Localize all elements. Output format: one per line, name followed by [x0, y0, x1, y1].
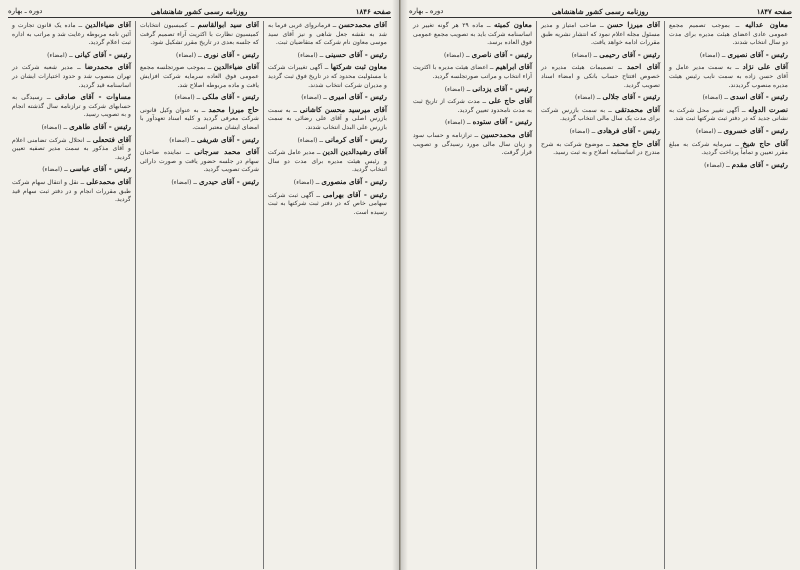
notice-body: فرمانروای غربی فرما به شد به نقشه جعل شاهی و نیز آقای سید موسی معاون نام شرکت که متقاضیان ثبت.	[268, 22, 387, 47]
notice-body: (امضاء)	[699, 51, 720, 59]
notice-body: به سمت مدیر عامل و آقای حسن زاده به سمت نایب رئیس هیئت مدیره منصوب گردیدند.	[669, 64, 788, 89]
left-page-number: صفحه ۱۸۴۶	[355, 6, 391, 16]
right-page-columns	[409, 21, 792, 569]
notice-entry: رئیس - آقای فرهادی ــ (امضاء)	[569, 125, 660, 135]
left-page-header	[8, 6, 391, 18]
notice-name: معاون ثبت شرکتها	[330, 62, 387, 72]
notice-entry: آقای ضیاءالدین ــ ماده یک قانون تجارت و آئین نامه مربوطه رعایت شد و مراتب به اداره ثبت اعلام گردید.	[12, 21, 131, 47]
right-page-title: روزنامه رسمی کشور شاهنشاهی	[551, 6, 649, 16]
right-page	[400, 0, 800, 570]
notice-body: (امضاء)	[569, 127, 590, 135]
left-page-columns	[8, 21, 391, 569]
notice-body: (امضاء)	[41, 123, 62, 131]
notice-body: انحلال شرکت تضامنی اعلام و آقای مذکور به سمت مدیر تصفیه تعیین گردید.	[12, 136, 131, 161]
notice-body: (امضاء)	[171, 178, 192, 186]
notice-entry: رئیس - آقای اسدی ــ (امضاء)	[702, 92, 788, 102]
notice-body: (امضاء)	[176, 51, 197, 59]
notice-body: (امضاء)	[47, 51, 68, 59]
notice-name: رئیس - آقای بهرامی	[322, 189, 387, 199]
left-column-3	[8, 21, 136, 569]
notice-entry: رئیس - آقای مقدم ــ (امضاء)	[704, 159, 788, 169]
notice-entry: معاون ثبت شرکتها ــ آگهی تغییرات شرکت با مسئولیت محدود که در تاریخ فوق ثبت گردید و مدیران شرکت انتخاب شدند.	[268, 62, 387, 89]
notice-name: آقای حاج محمد	[612, 138, 661, 148]
notice-body: ماده یک قانون تجارت و آئین نامه مربوطه رعایت شد و مراتب به اداره ثبت اعلام گردید.	[12, 22, 131, 47]
notice-name: رئیس - آقای ملکی	[202, 92, 259, 102]
notice-body: به سمت بازرس اصلی و آقای علی رضائی به سمت بازرس علی البدل انتخاب شدند.	[268, 106, 387, 131]
notice-entry: آقای ضیاءالدین ــ بموجب صورتجلسه مجمع عمومی فوق العاده سرمایه شرکت افزایش یافت و ماده مربوطه اصلاح شد.	[140, 62, 259, 89]
notice-name: رئیس - آقای طاهری	[69, 121, 131, 131]
notice-body: تصمیمات هیئت مدیره در خصوص افتتاح حساب بانکی و امضاء اسناد تصویب گردید.	[541, 64, 660, 89]
notice-entry: آقای سید ابوالقاسم ــ کمیسیون انتخابات کمیسیون نظارت با اکثریت آراء تصمیم گرفت که جلسه بعدی در تاریخ مقرر تشکیل شود.	[140, 21, 260, 47]
notice-name: آقای میرسید محسن کاشانی	[299, 104, 387, 114]
notice-entry: آقای محمد سرجانی ــ نماینده صاحبان سهام در جلسه حضور یافت و صورت دارائی شرکت تصویب گردید.	[140, 147, 259, 174]
notice-name: مساوات - آقای صادقی	[54, 92, 131, 102]
notice-name: آقای علی نژاد	[742, 62, 789, 72]
notice-entry: رئیس - آقای شریفی ــ (امضاء)	[169, 134, 259, 144]
notice-name: رئیس - آقای رحیمی	[599, 49, 660, 59]
notice-entry: معاون عدالیه ــ بموجب تصمیم مجمع عمومی عادی اعضای هیئت مدیره برای مدت دو سال انتخاب شدند.	[669, 21, 789, 47]
notice-name: رئیس - آقای امیری	[328, 92, 387, 102]
notice-name: رئیس - آقای منصوری	[321, 176, 387, 186]
notice-name: آقای محمد سرجانی	[194, 147, 259, 157]
notice-name: رئیس - آقای شریفی	[196, 134, 259, 144]
notice-entry: آقای محمدتقی ــ به سمت بازرس شرکت برای مدت یک سال مالی انتخاب گردید.	[541, 104, 661, 123]
notice-entry: رئیس - آقای حسینی ــ (امضاء)	[297, 49, 387, 59]
notice-name: رئیس - آقای ناصری	[471, 49, 532, 59]
notice-body: به عنوان وکیل قانونی شرکت معرفی گردید و کلیه اسناد تعهدآور با امضای ایشان معتبر است.	[140, 106, 259, 131]
notice-body: بموجب تصمیم مجمع عمومی عادی اعضای هیئت مدیره برای مدت دو سال انتخاب شدند.	[669, 22, 788, 47]
notice-body: (امضاء)	[297, 136, 318, 144]
notice-entry: رئیس - آقای نوری ــ (امضاء)	[176, 49, 259, 59]
notice-name: آقای احمد	[626, 62, 660, 72]
notice-entry: رئیس - آقای جلالی ــ (امضاء)	[574, 92, 660, 102]
notice-name: آقای محمدرضا	[84, 62, 131, 72]
notice-name: آقای میرزا حسن	[607, 21, 660, 29]
notice-body: مدیر شعبه شرکت در تهران منصوب شد و حدود اختیارات ایشان در اساسنامه قید گردید.	[12, 64, 131, 89]
notice-body: آگهی تغییر محل شرکت به نشانی جدید که در دفتر ثبت شرکتها ثبت شد.	[669, 106, 788, 123]
notice-name: آقای محمدعلی	[86, 176, 132, 186]
notice-name: نصرت الدوله	[748, 104, 788, 114]
notice-body: (امضاء)	[571, 51, 592, 59]
right-column-3	[409, 21, 537, 569]
notice-body: موضوع شرکت به شرح مندرج در اساسنامه اصلاح و به ثبت رسید.	[541, 140, 660, 157]
notice-name: آقای ضیاءالدین	[213, 62, 259, 72]
notice-body: آگهی تغییرات شرکت با مسئولیت محدود که در تاریخ فوق ثبت گردید و مدیران شرکت انتخاب شدند.	[268, 64, 387, 89]
notice-entry: آقای علی نژاد ــ به سمت مدیر عامل و آقای حسن زاده به سمت نایب رئیس هیئت مدیره منصوب گردیدند.	[669, 62, 789, 89]
notice-body: (امضاء)	[702, 94, 723, 102]
notice-entry: رئیس - آقای امیری ــ (امضاء)	[301, 92, 387, 102]
notice-body: نماینده صاحبان سهام در جلسه حضور یافت و صورت دارائی شرکت تصویب گردید.	[140, 149, 259, 174]
notice-entry: رئیس - آقای طاهری ــ (امضاء)	[41, 121, 131, 131]
notice-name: آقای سید ابوالقاسم	[197, 21, 260, 29]
notice-entry: رئیس - آقای رحیمی ــ (امضاء)	[571, 49, 660, 59]
notice-name: رئیس - آقای نصیری	[727, 49, 788, 59]
notice-body: (امضاء)	[443, 51, 464, 59]
notice-name: رئیس - آقای حسینی	[325, 49, 387, 59]
notice-name: آقای فتحعلی	[92, 134, 131, 144]
notice-name: آقای ضیاءالدین	[85, 21, 131, 29]
notice-name: آقای رشیدالدین الدین	[322, 147, 387, 157]
notice-entry: آقای محمدعلی ــ نقل و انتقال سهام شرکت طبق مقررات انجام و در دفتر ثبت سهام قید گردید.	[12, 176, 132, 204]
notice-body: کمیسیون انتخابات کمیسیون نظارت با اکثریت آراء تصمیم گرفت که جلسه بعدی در تاریخ مقرر تشکیل شود.	[140, 22, 259, 47]
notice-body: (امضاء)	[174, 94, 195, 102]
notice-entry: آقای محمدحسین ــ ترازنامه و حساب سود و زیان سال مالی مورد رسیدگی و تصویب قرار گرفت.	[413, 129, 532, 157]
left-page-date: دوره ـ بهاره	[8, 6, 43, 15]
notice-name: آقای ابراهیم	[495, 62, 532, 72]
notice-name: رئیس - آقای کرمانی	[325, 134, 387, 144]
notice-name: آقای حاج علی	[488, 96, 532, 106]
notice-entry: رئیس - آقای کرمانی ــ (امضاء)	[297, 134, 387, 144]
notice-entry: آقای ابراهیم ــ اعضای هیئت مدیره با اکثریت آراء انتخاب و مراتب صورتجلسه گردید.	[413, 62, 532, 80]
notice-entry: رئیس - آقای ستوده ــ (امضاء)	[444, 117, 532, 127]
left-column-1	[264, 21, 391, 569]
notice-name: رئیس - آقای ستوده	[472, 117, 532, 127]
notice-entry: رئیس - آقای نصیری ــ (امضاء)	[699, 49, 788, 59]
notice-entry: حاج میرزا محمد ــ به عنوان وکیل قانونی شرکت معرفی گردید و کلیه اسناد تعهدآور با امضای ایشان معتبر است.	[140, 104, 260, 131]
notice-entry: آقای میرزا حسن ــ صاحب امتیاز و مدیر مسئول مجله اعلام نمود که انتشار نشریه طبق مقررات ادامه خواهد یافت.	[541, 21, 660, 47]
notice-name: رئیس - آقای یزدانی	[472, 83, 532, 93]
notice-body: ترازنامه و حساب سود و زیان سال مالی مورد رسیدگی و تصویب قرار گرفت.	[413, 131, 532, 157]
notice-entry: رئیس - آقای یزدانی ــ (امضاء)	[444, 83, 532, 93]
notice-body: (امضاء)	[301, 94, 322, 102]
notice-name: معاون کمیته	[494, 21, 532, 29]
notice-entry: رئیس - آقای ملکی ــ (امضاء)	[174, 92, 259, 102]
left-column-2	[136, 21, 264, 569]
notice-entry: آقای حاج علی ــ مدت شرکت از تاریخ ثبت به مدت نامحدود تعیین گردید.	[413, 96, 532, 114]
right-column-1	[665, 21, 792, 569]
notice-name: رئیس - آقای حیدری	[198, 176, 259, 186]
notice-name: حاج میرزا محمد	[208, 104, 260, 114]
notice-body: مدیر عامل شرکت و رئیس هیئت مدیره برای مدت دو سال انتخاب گردید.	[268, 149, 387, 174]
notice-name: آقای محمدحسن	[338, 21, 388, 29]
notice-body: (امضاء)	[704, 161, 725, 169]
notice-entry: آقای حاج محمد ــ موضوع شرکت به شرح مندرج در اساسنامه اصلاح و به ثبت رسید.	[541, 138, 661, 157]
notice-body: مدت شرکت از تاریخ ثبت به مدت نامحدود تعیین گردید.	[413, 98, 532, 114]
notice-entry: آقای حاج شیخ ــ سرمایه شرکت به مبلغ مقرر تعیین و تماماً پرداخت گردید.	[669, 138, 788, 157]
notice-body: صاحب امتیاز و مدیر مسئول مجله اعلام نمود که انتشار نشریه طبق مقررات ادامه خواهد یافت.	[541, 22, 660, 47]
notice-entry: معاون کمیته ــ ماده ۲۹ هر گونه تغییر در اساسنامه شرکت باید به تصویب مجمع عمومی فوق العاده برسد.	[413, 21, 532, 47]
notice-name: آقای حاج شیخ	[742, 138, 788, 148]
right-column-2	[537, 21, 665, 569]
notice-body: (امضاء)	[42, 166, 63, 174]
notice-entry: رئیس - آقای حیدری ــ (امضاء)	[171, 176, 259, 186]
notice-body: (امضاء)	[297, 51, 318, 59]
notice-name: رئیس - آقای عباسی	[69, 164, 131, 174]
notice-body: بموجب صورتجلسه مجمع عمومی فوق العاده سرمایه شرکت افزایش یافت و ماده مربوطه اصلاح شد.	[140, 64, 259, 89]
notice-entry: رئیس - آقای کیانی ــ (امضاء)	[47, 49, 131, 59]
notice-entry: نصرت الدوله ــ آگهی تغییر محل شرکت به نشانی جدید که در دفتر ثبت شرکتها ثبت شد.	[669, 104, 788, 123]
notice-entry: مساوات - آقای صادقی ــ رسیدگی به حسابهای شرکت و ترازنامه سال گذشته انجام و به تصویب رسید.	[12, 92, 131, 119]
notice-body: (امضاء)	[444, 85, 465, 93]
notice-entry: رئیس - آقای منصوری ــ (امضاء)	[293, 176, 387, 186]
left-page-title: روزنامه رسمی کشور شاهنشاهی	[150, 6, 248, 16]
notice-name: رئیس - آقای جلالی	[602, 92, 660, 102]
notice-entry: رئیس - آقای ناصری ــ (امضاء)	[443, 49, 532, 59]
notice-entry: آقای میرسید محسن کاشانی ــ به سمت بازرس اصلی و آقای علی رضائی به سمت بازرس علی البدل انتخاب شدند.	[268, 104, 387, 131]
notice-body: (امضاء)	[695, 127, 716, 135]
right-page-number: صفحه ۱۸۴۷	[756, 6, 792, 16]
notice-body: آگهی ثبت شرکت سهامی خاص که در دفتر ثبت شرکتها به ثبت رسیده است.	[268, 191, 387, 216]
notice-body: به سمت بازرس شرکت برای مدت یک سال مالی انتخاب گردید.	[541, 106, 660, 123]
notice-entry: رئیس - آقای بهرامی ــ آگهی ثبت شرکت سهامی خاص که در دفتر ثبت شرکتها به ثبت رسیده است.	[268, 189, 387, 216]
notice-name: رئیس - آقای فرهادی	[597, 125, 660, 135]
notice-entry: آقای احمد ــ تصمیمات هیئت مدیره در خصوص افتتاح حساب بانکی و امضاء اسناد تصویب گردید.	[541, 62, 660, 89]
notice-name: رئیس - آقای اسدی	[730, 92, 788, 102]
notice-entry: آقای محمدرضا ــ مدیر شعبه شرکت در تهران منصوب شد و حدود اختیارات ایشان در اساسنامه قید گردید.	[12, 62, 131, 89]
notice-entry: رئیس - آقای عباسی ــ (امضاء)	[42, 164, 131, 174]
notice-entry: آقای رشیدالدین الدین ــ مدیر عامل شرکت و رئیس هیئت مدیره برای مدت دو سال انتخاب گردید.	[268, 147, 387, 174]
notice-body: اعضای هیئت مدیره با اکثریت آراء انتخاب و مراتب صورتجلسه گردید.	[413, 64, 532, 80]
notice-entry: آقای محمدحسن ــ فرمانروای غربی فرما به شد به نقشه جعل شاهی و نیز آقای سید موسی معاون نام شرکت که متقاضیان ثبت.	[268, 21, 388, 47]
notice-name: معاون عدالیه	[745, 21, 789, 29]
notice-body: (امضاء)	[169, 136, 190, 144]
notice-name: آقای محمدتقی	[615, 104, 661, 114]
notice-body: سرمایه شرکت به مبلغ مقرر تعیین و تماماً پرداخت گردید.	[669, 140, 788, 157]
notice-body: (امضاء)	[293, 178, 314, 186]
notice-body: نقل و انتقال سهام شرکت طبق مقررات انجام و در دفتر ثبت سهام قید گردید.	[12, 178, 131, 204]
right-page-date: دوره ـ بهاره	[409, 6, 444, 15]
notice-body: رسیدگی به حسابهای شرکت و ترازنامه سال گذشته انجام و به تصویب رسید.	[12, 94, 131, 119]
notice-name: رئیس - آقای مقدم	[731, 159, 788, 169]
notice-body: (امضاء)	[444, 119, 466, 127]
notice-body: (امضاء)	[574, 94, 595, 102]
right-page-header	[409, 6, 792, 18]
notice-name: رئیس - آقای خسروی	[723, 125, 788, 135]
notice-body: ماده ۲۹ هر گونه تغییر در اساسنامه شرکت باید به تصویب مجمع عمومی فوق العاده برسد.	[413, 22, 532, 47]
notice-name: آقای محمدحسین	[480, 129, 532, 139]
notice-name: رئیس - آقای نوری	[203, 49, 259, 59]
notice-entry: رئیس - آقای خسروی ــ (امضاء)	[695, 125, 788, 135]
notice-entry: آقای فتحعلی ــ انحلال شرکت تضامنی اعلام و آقای مذکور به سمت مدیر تصفیه تعیین گردید.	[12, 134, 131, 161]
notice-name: رئیس - آقای کیانی	[74, 49, 131, 59]
